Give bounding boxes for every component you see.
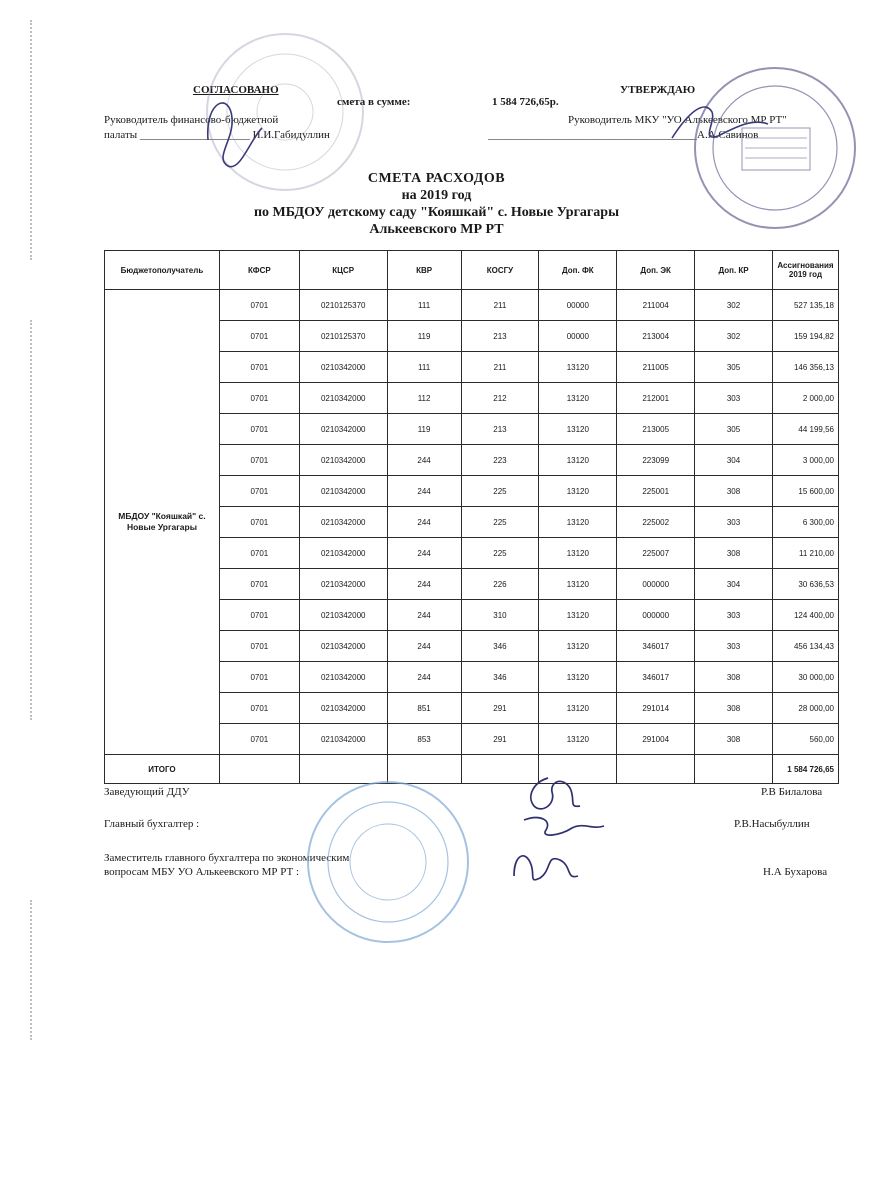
- table-cell: 346017: [617, 662, 695, 693]
- recipient-cell: МБДОУ "Кояшкай" с. Новые Ургагары: [105, 290, 220, 755]
- column-header: КВР: [387, 251, 461, 290]
- table-cell: 211: [461, 290, 539, 321]
- column-header: Доп. КР: [695, 251, 773, 290]
- table-cell: 0210125370: [299, 290, 387, 321]
- table-cell: 000000: [617, 569, 695, 600]
- table-cell: 0210342000: [299, 724, 387, 755]
- right-signatory-title: Руководитель МКУ "УО Алькеевского МР РТ": [568, 114, 787, 126]
- table-cell: 119: [387, 321, 461, 352]
- column-header: КФСР: [219, 251, 299, 290]
- table-cell: 226: [461, 569, 539, 600]
- table-cell: 13120: [539, 693, 617, 724]
- column-header: Доп. ФК: [539, 251, 617, 290]
- table-cell: 225002: [617, 507, 695, 538]
- table-cell: 44 199,56: [772, 414, 838, 445]
- approve-heading: УТВЕРЖДАЮ: [620, 84, 696, 96]
- table-cell: 111: [387, 352, 461, 383]
- scan-edge-marks: [30, 900, 38, 1040]
- table-cell: 13120: [539, 383, 617, 414]
- table-cell: 213004: [617, 321, 695, 352]
- table-cell: 30 636,53: [772, 569, 838, 600]
- column-header: Доп. ЭК: [617, 251, 695, 290]
- table-cell: 291: [461, 724, 539, 755]
- table-cell: 146 356,13: [772, 352, 838, 383]
- title-line-4: Алькеевского МР РТ: [369, 222, 504, 237]
- document-title: [0, 170, 873, 238]
- table-cell: 13120: [539, 352, 617, 383]
- table-cell: 0701: [219, 724, 299, 755]
- table-cell: 13120: [539, 569, 617, 600]
- table-cell: 0210342000: [299, 414, 387, 445]
- table-cell: 304: [695, 569, 773, 600]
- table-cell: 310: [461, 600, 539, 631]
- table-cell: 0210125370: [299, 321, 387, 352]
- table-cell: 303: [695, 383, 773, 414]
- deputy-title-line-2: вопросам МБУ УО Алькеевского МР РТ :: [104, 866, 300, 878]
- title-line-3: по МБДОУ детскому саду "Кояшкай" с. Новые Ургагары: [253, 205, 620, 220]
- table-cell: 112: [387, 383, 461, 414]
- chief-accountant-title: Главный бухгалтер :: [104, 818, 200, 830]
- table-cell: 0701: [219, 631, 299, 662]
- total-value: 1 584 726,65: [772, 755, 838, 784]
- table-cell: 212: [461, 383, 539, 414]
- table-cell: 000000: [617, 600, 695, 631]
- table-cell: 291004: [617, 724, 695, 755]
- table-cell: 0210342000: [299, 600, 387, 631]
- table-cell: 244: [387, 569, 461, 600]
- table-cell: 244: [387, 662, 461, 693]
- table-cell: 0210342000: [299, 538, 387, 569]
- table-cell: 0701: [219, 321, 299, 352]
- table-cell: 13120: [539, 631, 617, 662]
- table-cell: 244: [387, 600, 461, 631]
- table-cell: 225007: [617, 538, 695, 569]
- budget-table: [104, 250, 839, 784]
- deputy-name: Н.А Бухарова: [763, 866, 828, 878]
- table-cell: 213005: [617, 414, 695, 445]
- empty-cell: [387, 755, 461, 784]
- table-cell: 00000: [539, 321, 617, 352]
- table-row: [105, 290, 839, 321]
- table-cell: 0210342000: [299, 507, 387, 538]
- table-cell: 851: [387, 693, 461, 724]
- table-cell: 308: [695, 476, 773, 507]
- table-cell: 223: [461, 445, 539, 476]
- table-cell: 456 134,43: [772, 631, 838, 662]
- table-cell: 304: [695, 445, 773, 476]
- table-cell: 346: [461, 631, 539, 662]
- table-cell: 00000: [539, 290, 617, 321]
- sum-value: 1 584 726,65р.: [492, 96, 559, 108]
- table-cell: 0701: [219, 476, 299, 507]
- table-cell: 211004: [617, 290, 695, 321]
- table-cell: 13120: [539, 538, 617, 569]
- table-cell: 13120: [539, 600, 617, 631]
- table-cell: 0210342000: [299, 631, 387, 662]
- column-header: Бюджетополучатель: [105, 251, 220, 290]
- table-cell: 303: [695, 631, 773, 662]
- table-cell: 0701: [219, 414, 299, 445]
- table-cell: 853: [387, 724, 461, 755]
- table-cell: 0701: [219, 445, 299, 476]
- table-body: [105, 290, 839, 784]
- total-row: [105, 755, 839, 784]
- table-cell: 225: [461, 538, 539, 569]
- table-cell: 346017: [617, 631, 695, 662]
- table-cell: 291014: [617, 693, 695, 724]
- table-cell: 244: [387, 445, 461, 476]
- table-cell: 0701: [219, 569, 299, 600]
- head-name: Р.В Билалова: [761, 786, 823, 798]
- table-cell: 0701: [219, 662, 299, 693]
- table-cell: 13120: [539, 414, 617, 445]
- table-cell: 225001: [617, 476, 695, 507]
- agreed-heading: СОГЛАСОВАНО: [193, 84, 279, 96]
- table-cell: 291: [461, 693, 539, 724]
- total-label: ИТОГО: [105, 755, 220, 784]
- signature-nasybullin: [524, 818, 604, 835]
- table-cell: 6 300,00: [772, 507, 838, 538]
- table-cell: 0701: [219, 538, 299, 569]
- table-cell: 0210342000: [299, 352, 387, 383]
- table-cell: 244: [387, 538, 461, 569]
- table-cell: 303: [695, 507, 773, 538]
- table-cell: 111: [387, 290, 461, 321]
- table-cell: 308: [695, 693, 773, 724]
- table-cell: 211: [461, 352, 539, 383]
- empty-cell: [219, 755, 299, 784]
- table-cell: 11 210,00: [772, 538, 838, 569]
- table-cell: 15 600,00: [772, 476, 838, 507]
- table-cell: 124 400,00: [772, 600, 838, 631]
- table-cell: 213: [461, 321, 539, 352]
- table-cell: 244: [387, 631, 461, 662]
- table-cell: 13120: [539, 445, 617, 476]
- table-cell: 303: [695, 600, 773, 631]
- empty-cell: [617, 755, 695, 784]
- empty-cell: [299, 755, 387, 784]
- left-signatory-line: палаты ____________________ И.И.Габидуллин: [104, 129, 330, 141]
- table-cell: 211005: [617, 352, 695, 383]
- column-header: Ассигнования 2019 год: [772, 251, 838, 290]
- head-title: Заведующий ДДУ: [104, 786, 190, 798]
- table-cell: 0701: [219, 507, 299, 538]
- table-cell: 308: [695, 538, 773, 569]
- table-cell: 0210342000: [299, 662, 387, 693]
- table-cell: 308: [695, 662, 773, 693]
- table-cell: 0210342000: [299, 445, 387, 476]
- table-cell: 244: [387, 507, 461, 538]
- table-cell: 212001: [617, 383, 695, 414]
- table-cell: 3 000,00: [772, 445, 838, 476]
- empty-cell: [461, 755, 539, 784]
- table-header-row: [105, 251, 839, 290]
- table-cell: 13120: [539, 507, 617, 538]
- table-cell: 0210342000: [299, 693, 387, 724]
- left-stamp: [207, 34, 363, 190]
- table-cell: 13120: [539, 662, 617, 693]
- table-cell: 2 000,00: [772, 383, 838, 414]
- table-cell: 302: [695, 290, 773, 321]
- deputy-title-line-1: Заместитель главного бухгалтера по экономическим: [104, 852, 350, 864]
- empty-cell: [539, 755, 617, 784]
- table-cell: 13120: [539, 476, 617, 507]
- table-cell: 527 135,18: [772, 290, 838, 321]
- table-cell: 30 000,00: [772, 662, 838, 693]
- table-cell: 0701: [219, 600, 299, 631]
- table-cell: 0701: [219, 693, 299, 724]
- table-cell: 305: [695, 414, 773, 445]
- table-cell: 0210342000: [299, 476, 387, 507]
- table-cell: 13120: [539, 724, 617, 755]
- title-line-1: СМЕТА РАСХОДОВ: [367, 171, 506, 186]
- left-signatory-title: Руководитель финансово-бюджетной: [104, 114, 279, 126]
- table-cell: 346: [461, 662, 539, 693]
- table-cell: 0210342000: [299, 569, 387, 600]
- scan-edge-marks: [30, 320, 38, 720]
- chief-accountant-name: Р.В.Насыбуллин: [734, 818, 810, 830]
- table-cell: 213: [461, 414, 539, 445]
- table-cell: 302: [695, 321, 773, 352]
- table-cell: 308: [695, 724, 773, 755]
- right-signatory-line: ______________________________________А.А.Савинов: [488, 129, 759, 141]
- table-cell: 225: [461, 507, 539, 538]
- table-cell: 0701: [219, 290, 299, 321]
- column-header: КЦСР: [299, 251, 387, 290]
- table-cell: 159 194,82: [772, 321, 838, 352]
- table-cell: 0701: [219, 383, 299, 414]
- signature-bukharova: [514, 856, 578, 880]
- table-cell: 225: [461, 476, 539, 507]
- sum-label: смета в сумме:: [337, 96, 411, 108]
- table-cell: 244: [387, 476, 461, 507]
- empty-cell: [695, 755, 773, 784]
- table-cell: 0701: [219, 352, 299, 383]
- table-cell: 0210342000: [299, 383, 387, 414]
- table-cell: 28 000,00: [772, 693, 838, 724]
- table-cell: 305: [695, 352, 773, 383]
- title-line-2: на 2019 год: [401, 188, 472, 203]
- table-cell: 560,00: [772, 724, 838, 755]
- table-cell: 119: [387, 414, 461, 445]
- table-cell: 223099: [617, 445, 695, 476]
- column-header: КОСГУ: [461, 251, 539, 290]
